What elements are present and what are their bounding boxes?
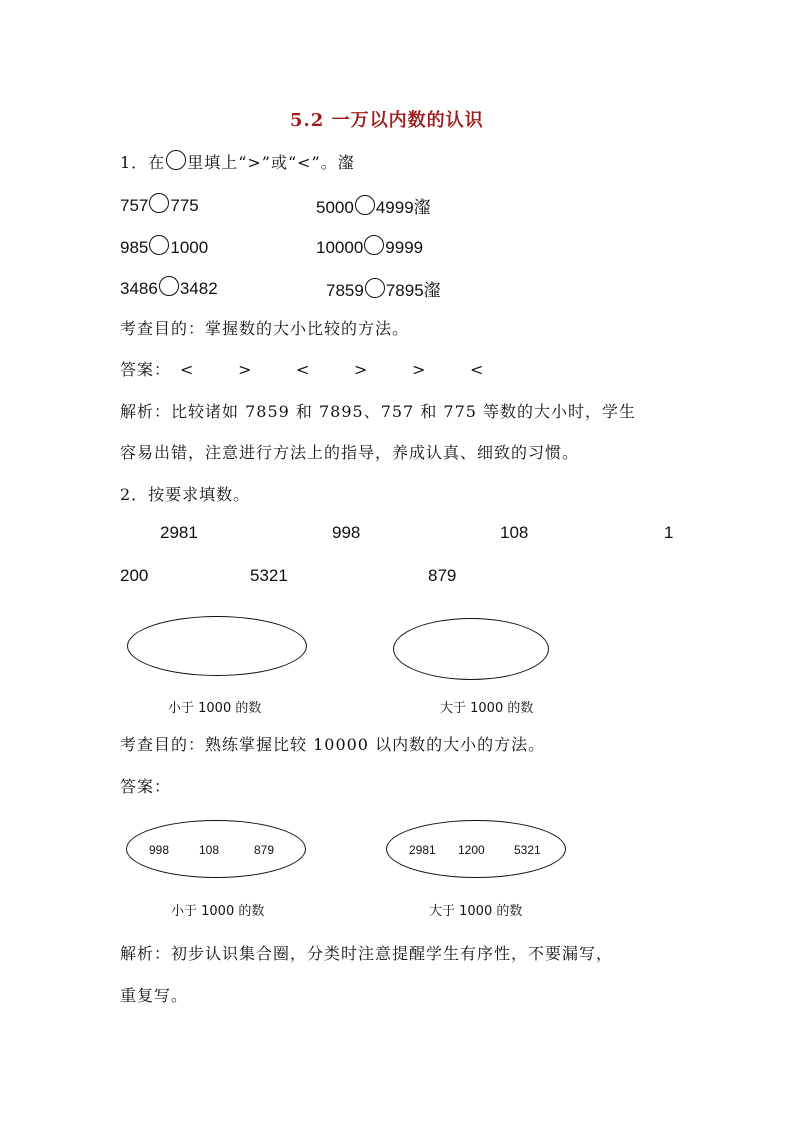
compare-left: 5000 (316, 198, 354, 217)
answer-number: 879 (254, 843, 275, 857)
number-item: 108 (500, 523, 529, 542)
q2-analysis-line2: 重复写。 (120, 986, 189, 1005)
set-label-less: 小于 1000 的数 (168, 701, 262, 716)
compare-left: 757 (120, 196, 149, 215)
compare-right: 4999 (375, 198, 414, 217)
answer-symbol: > (412, 360, 427, 379)
answer-symbol: < (180, 360, 195, 379)
answer-symbol: > (238, 360, 253, 379)
number-item: 200 (120, 566, 149, 585)
number-item: 1 (664, 523, 674, 542)
answer-number: 108 (199, 843, 220, 857)
q1-goal: 考查目的：掌握数的大小比较的方法。 (120, 319, 410, 338)
compare-right: 3482 (179, 279, 218, 298)
answer-symbol: < (470, 360, 485, 379)
q1-analysis-line2: 容易出错，注意进行方法上的指导，养成认真、细致的习惯。 (120, 443, 580, 462)
answer-circle[interactable] (364, 235, 384, 255)
answer-number: 998 (149, 843, 170, 857)
compare-left: 985 (120, 238, 149, 257)
answer-symbol: > (354, 360, 369, 379)
answer-label: 答案： (120, 360, 172, 379)
compare-right: 1000 (170, 238, 209, 257)
compare-right: 7895 (385, 281, 424, 300)
compare-item (316, 235, 423, 258)
q1-prompt-mark: 瀣 (337, 153, 355, 172)
answer-circle[interactable] (149, 235, 169, 255)
set-label-greater: 大于 1000 的数 (440, 701, 534, 716)
blank-circle-icon (166, 150, 186, 170)
q1-answer (120, 357, 528, 380)
answer-label-greater: 大于 1000 的数 (429, 904, 523, 919)
compare-item (120, 276, 218, 299)
answer-circle[interactable] (149, 193, 169, 213)
answer-circle[interactable] (355, 195, 375, 215)
number-item: 5321 (250, 566, 288, 585)
answer-number: 5321 (514, 843, 541, 857)
q2-answer-label: 答案： (120, 777, 172, 796)
q1-analysis-line1: 解析：比较诸如 7859 和 7895、757 和 775 等数的大小时，学生 (120, 402, 637, 421)
number-item: 2981 (160, 523, 198, 542)
answer-circle[interactable] (365, 278, 385, 298)
compare-right: 9999 (385, 238, 424, 257)
answer-symbol: < (296, 360, 311, 379)
compare-mark: 瀣 (413, 198, 431, 218)
compare-item (326, 276, 441, 301)
compare-item (120, 193, 199, 216)
q2-analysis-line1: 解析：初步认识集合圈，分类时注意提醒学生有序性，不要漏写， (120, 944, 614, 963)
number-item: 998 (332, 523, 361, 542)
compare-right: 775 (170, 196, 199, 215)
q2-prompt: 2．按要求填数。 (120, 485, 251, 504)
q2-goal: 考查目的：熟练掌握比较 10000 以内数的大小的方法。 (120, 735, 546, 754)
compare-item (120, 235, 208, 258)
compare-mark: 瀣 (423, 281, 441, 301)
answer-circle[interactable] (159, 276, 179, 296)
q1-prompt-lead: 1．在 (120, 153, 166, 172)
compare-left: 3486 (120, 279, 158, 298)
set-circle-less[interactable] (127, 616, 307, 676)
answer-label-less: 小于 1000 的数 (171, 904, 265, 919)
number-item: 879 (428, 566, 457, 585)
answer-number: 1200 (458, 843, 485, 857)
compare-left: 10000 (316, 238, 364, 257)
compare-left: 7859 (326, 281, 364, 300)
q1-prompt-tail: 里填上“>”或“<”。 (187, 153, 338, 172)
compare-item (316, 193, 431, 218)
page-title: 5.2 一万以内数的认识 (290, 110, 484, 131)
set-circle-greater[interactable] (393, 618, 549, 680)
q1-prompt (120, 150, 355, 173)
answer-number: 2981 (409, 843, 436, 857)
